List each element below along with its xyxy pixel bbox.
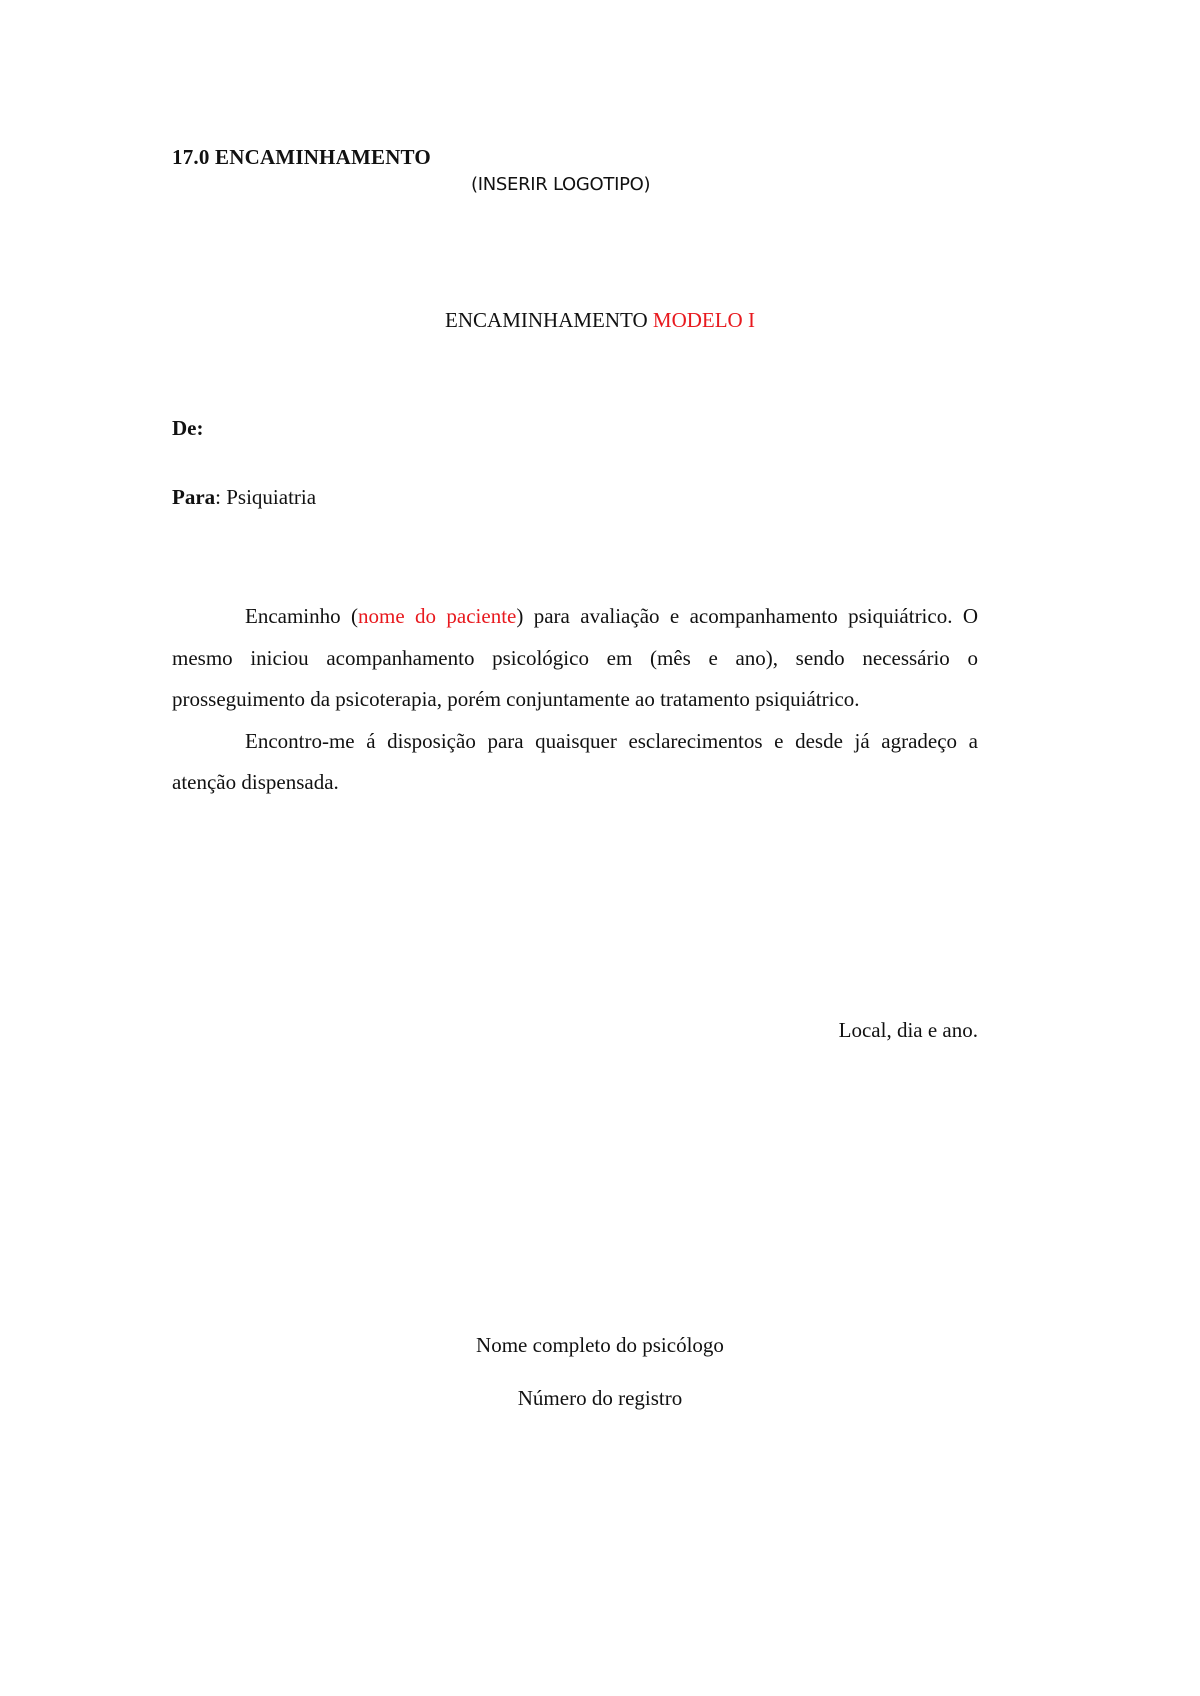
signature-name: Nome completo do psicólogo bbox=[476, 1333, 724, 1357]
to-field bbox=[172, 485, 316, 510]
paragraph-1-start: Encaminho ( bbox=[245, 604, 359, 628]
from-field bbox=[172, 416, 203, 441]
letter-body bbox=[172, 596, 978, 804]
section-title: 17.0 ENCAMINHAMENTO bbox=[172, 145, 431, 169]
to-separator: : bbox=[215, 485, 227, 509]
signature-registration: Número do registro bbox=[517, 1386, 683, 1410]
place-date: Local, dia e ano. bbox=[838, 1018, 978, 1042]
from-label: De: bbox=[172, 416, 204, 440]
body-paragraph-1 bbox=[172, 596, 978, 721]
logo-placeholder: (INSERIR LOGOTIPO) bbox=[471, 174, 651, 195]
to-label: Para bbox=[172, 485, 216, 509]
document-title-main: ENCAMINHAMENTO bbox=[445, 308, 648, 332]
patient-name-placeholder: nome do paciente bbox=[358, 604, 517, 628]
paragraph-1-rest: ) para avaliação e acompanhamento psiquiátrico. O mesmo iniciou acompanhamento psicológico em (mês e ano), sendo necessário o prosseguimento da psicoterapia, porém conjuntamente ao tratamento psiquiátrico. bbox=[172, 604, 979, 711]
to-value: Psiquiatria bbox=[226, 485, 317, 509]
body-paragraph-2: Encontro-me á disposição para quaisquer esclarecimentos e desde já agradeço a atenção dispensada. bbox=[172, 728, 978, 794]
document-title bbox=[0, 308, 1200, 333]
document-title-model: MODELO I bbox=[652, 308, 755, 332]
